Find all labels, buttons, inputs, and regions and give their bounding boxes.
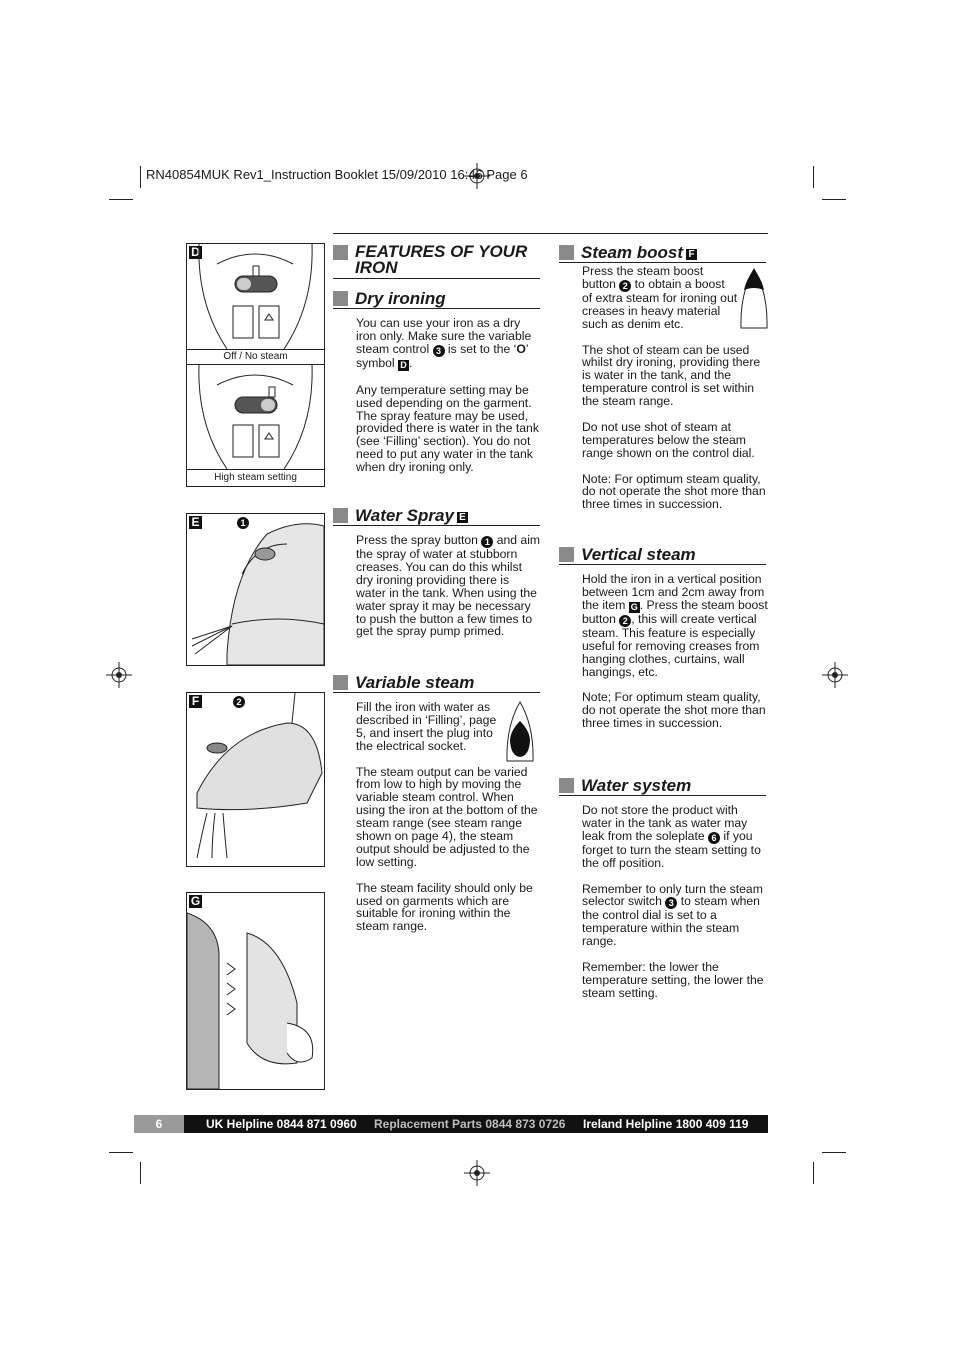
dry-ironing-title: Dry ironing [355, 289, 446, 308]
figure-caption: High steam setting [187, 469, 324, 486]
figure-d-off [186, 243, 325, 366]
variable-steam-title: Variable steam [355, 673, 475, 692]
crop-mark [140, 1162, 141, 1184]
iron-control-panel-illustration [187, 244, 324, 349]
figure-caption: Off / No steam [187, 349, 324, 365]
figure-reference: G [630, 601, 638, 612]
section-heading-water-system [559, 777, 766, 796]
page-number: 6 [134, 1115, 184, 1133]
callout-number: 3 [665, 897, 677, 909]
callout-number: 2 [619, 615, 631, 627]
water-system-body: Do not store the product with water in the tank as water may leak from the soleplate 6 if you forget to turn the steam setting to the off position. Remember to only turn the steam selector switch 3 to steam when the control dial is set to a temperature within the steam range. Remember: the lower the temperature setting, the lower the steam setting. [582, 803, 764, 1000]
section-heading-variable-steam [333, 674, 540, 693]
figure-e-spray [186, 513, 325, 666]
crop-mark [813, 166, 814, 188]
figure-reference: D [398, 360, 409, 371]
crop-mark [822, 199, 846, 200]
replacement-parts: Replacement Parts 0844 873 0726 [374, 1117, 566, 1131]
water-spray-title: Water Spray [355, 506, 454, 525]
uk-helpline: UK Helpline 0844 871 0960 [206, 1117, 357, 1131]
iron-spray-illustration [187, 514, 324, 665]
water-system-title: Water system [581, 776, 692, 795]
ireland-helpline: Ireland Helpline 1800 409 119 [583, 1117, 749, 1131]
callout-number: 1 [237, 517, 249, 529]
steam-boost-title: Steam boost [581, 243, 684, 262]
steam-boost-body: Press the steam boost button 2 to obtain a boost of extra steam for ironing out creases in heavy material such as denim etc. The shot of steam can be used whilst dry ironing, providing there is water in the tank, and the temperature control is set within the steam range. Do not use shot of steam at temperatures below the steam range shown on the control dial. Note: For optimum steam quality, do not operate the shot more than three times in succession. [582, 264, 766, 512]
figure-letter: D [189, 246, 202, 259]
figure-letter: E [189, 516, 202, 529]
crop-mark [109, 199, 133, 200]
registration-mark-icon [822, 662, 848, 688]
section-heading-water-spray [333, 507, 540, 526]
section-heading-features [333, 244, 540, 279]
iron-control-panel-illustration [187, 365, 324, 469]
figure-g-vertical-steam [186, 892, 325, 1090]
footer-bar [134, 1115, 768, 1133]
features-title-line1: FEATURES OF YOUR [355, 242, 528, 261]
section-heading-steam-boost [559, 244, 766, 263]
callout-number: 3 [433, 345, 445, 357]
iron-steam-boost-illustration [187, 693, 324, 866]
vertical-steam-title: Vertical steam [581, 545, 696, 564]
callout-number: 2 [233, 696, 245, 708]
dry-ironing-body: You can use your iron as a dry iron only. Make sure the variable steam control 3 is set to the ‘O’ symbol D . Any temperature setting may be used depending on the garment. The spray feature may be used, provided there is water in the tank (see ‘Filling’ section). You do not need to put any water in the tank when dry ironing only. [356, 316, 539, 475]
crop-mark [813, 1162, 814, 1184]
vertical-steam-body: Hold the iron in a vertical position between 1cm and 2cm away from the item G . Press the steam boost button 2 , this will create vertical steam. This feature is especially useful for removing creases from hanging clothes, curtains, wall hangings, etc. Note; For optimum steam quality, do not operate the shot more than three times in succession. [582, 572, 768, 731]
crop-mark [109, 1152, 133, 1153]
variable-steam-body: Fill the iron with water as described in ‘Filling’, page 5, and insert the plug into the electrical socket. The steam output can be varied from low to high by moving the variable steam control. When using the iron at the bottom of the steam range (see steam range shown on page 4), the steam output should be adjusted to the low setting. The steam facility should only be used on garments which are suitable for ironing within the steam range. [356, 700, 538, 934]
callout-number: 2 [619, 280, 631, 292]
crop-mark [140, 166, 141, 188]
section-heading-dry-ironing [333, 290, 540, 309]
callout-number: 6 [708, 832, 720, 844]
figure-f-steam-boost [186, 692, 325, 867]
figure-d-high [186, 364, 325, 487]
figure-reference: F [686, 249, 697, 260]
callout-number: 1 [481, 536, 493, 548]
features-title-line2: IRON [355, 258, 398, 277]
registration-mark-icon [464, 1160, 490, 1186]
print-slug: RN40854MUK Rev1_Instruction Booklet 15/09/2010 16:46 Page 6 [146, 167, 528, 182]
figure-letter: G [190, 894, 201, 908]
crop-mark [822, 1152, 846, 1153]
figure-reference: E [457, 512, 468, 523]
water-spray-body: Press the spray button 1 and aim the spray of water at stubborn creases. You can do this whilst dry ironing providing there is water in the tank. When using the water spray it may be necessary to push the button a few times to get the spray pump primed. [356, 533, 541, 639]
top-rule [333, 233, 768, 234]
section-heading-vertical-steam [559, 546, 766, 565]
figure-letter: F [189, 695, 202, 708]
vertical-steam-illustration [187, 893, 324, 1089]
registration-mark-icon [106, 662, 132, 688]
